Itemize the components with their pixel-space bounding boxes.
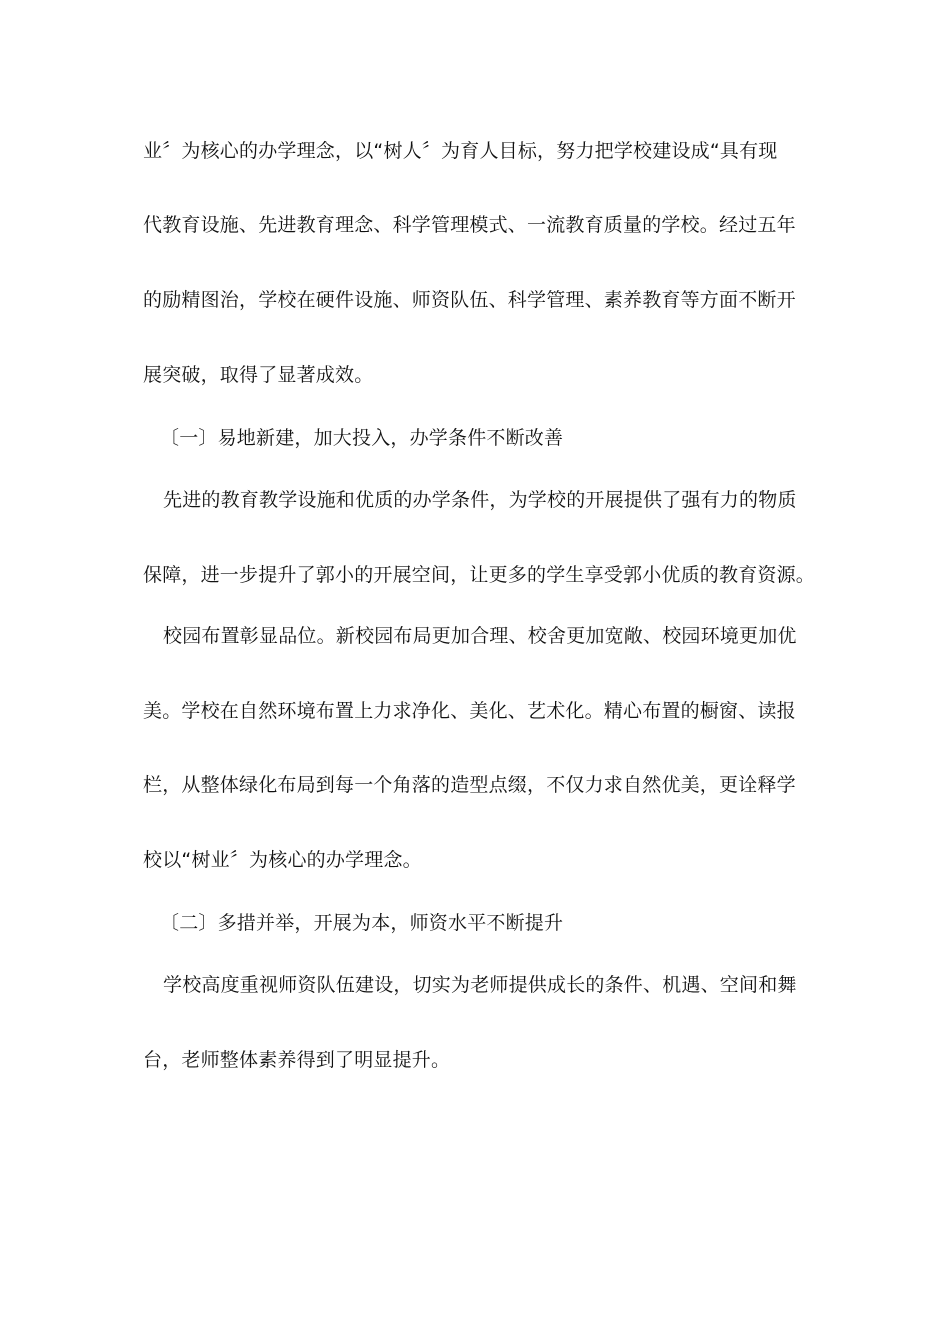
body-text-line: 业〞为核心的办学理念，以“树人〞为育人目标，努力把学校建设成“具有现	[143, 140, 778, 162]
paragraph-first-line: 校园布置彰显品位。新校园布局更加合理、校舍更加宽敞、校园环境更加优	[163, 625, 797, 647]
paragraph-first-line: 学校高度重视师资队伍建设，切实为老师提供成长的条件、机遇、空间和舞	[163, 974, 797, 996]
body-text-line: 的励精图治，学校在硬件设施、师资队伍、科学管理、素养教育等方面不断开	[143, 289, 796, 311]
paragraph-first-line: 先进的教育教学设施和优质的办学条件，为学校的开展提供了强有力的物质	[163, 489, 797, 511]
body-text-line: 美。学校在自然环境布置上力求净化、美化、艺术化。精心布置的橱窗、读报	[143, 700, 796, 722]
section-heading: 〔一〕易地新建，加大投入，办学条件不断改善	[160, 427, 564, 449]
body-text-line: 校以“树业〞为核心的办学理念。	[143, 849, 422, 871]
body-text-line: 栏，从整体绿化布局到每一个角落的造型点缀，不仅力求自然优美，更诠释学	[143, 774, 796, 796]
body-text-line: 代教育设施、先进教育理念、科学管理模式、一流教育质量的学校。经过五年	[143, 214, 796, 236]
section-heading: 〔二〕多措并举，开展为本，师资水平不断提升	[160, 912, 564, 934]
body-text-line: 保障，进一步提升了郭小的开展空间，让更多的学生享受郭小优质的教育资源。	[143, 564, 816, 586]
body-text-line: 台，老师整体素养得到了明显提升。	[143, 1049, 451, 1071]
body-text-line: 展突破，取得了显著成效。	[143, 364, 374, 386]
